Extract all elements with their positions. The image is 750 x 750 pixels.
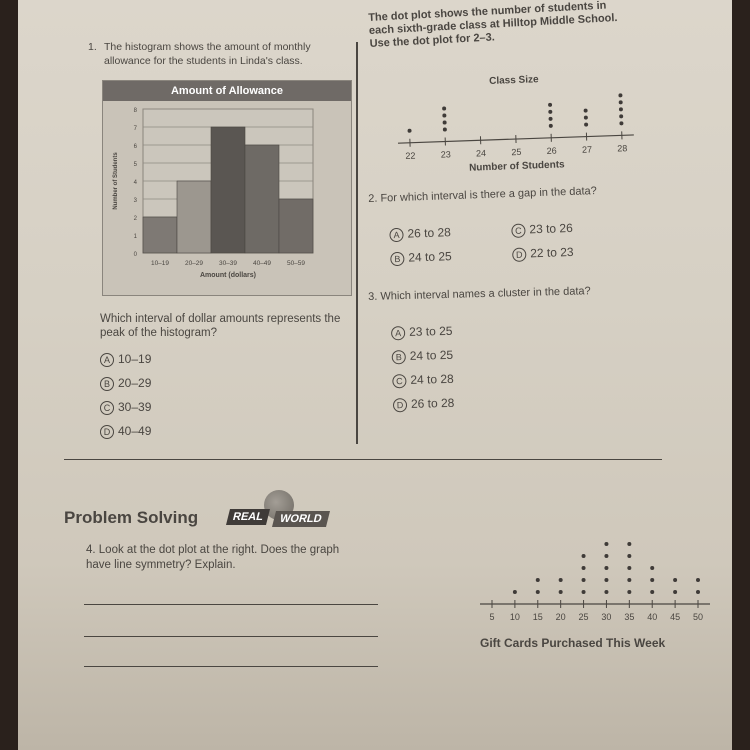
data-dot <box>584 109 588 113</box>
option-label: 22 to 23 <box>529 244 574 261</box>
x-tick-label: 20–29 <box>184 260 204 267</box>
data-dot <box>548 103 552 107</box>
option-letter: D <box>512 248 526 262</box>
tick-label: 22 <box>405 150 416 161</box>
question-1 <box>88 40 344 68</box>
data-dot <box>604 542 608 546</box>
data-dot <box>536 578 540 582</box>
data-dot <box>582 554 586 558</box>
q3-option-d[interactable] <box>393 396 455 413</box>
option-label: 26 to 28 <box>410 395 455 411</box>
badge-real: REAL <box>226 509 270 525</box>
q2-option-b[interactable] <box>390 249 452 266</box>
data-dot <box>548 117 552 121</box>
data-dot <box>673 578 677 582</box>
tick-label: 5 <box>489 612 495 622</box>
tick-label: 23 <box>440 149 451 160</box>
y-tick-label: 0 <box>133 252 137 258</box>
peak-option-d[interactable] <box>100 424 151 439</box>
data-dot <box>619 114 623 118</box>
data-dot <box>559 590 563 594</box>
data-dot <box>604 590 608 594</box>
peak-option-c[interactable] <box>100 400 151 415</box>
histogram-bar <box>245 145 279 253</box>
histogram-chart <box>103 101 351 295</box>
q3-option-c[interactable] <box>392 372 454 389</box>
tick-label: 30 <box>601 612 612 622</box>
data-dot <box>536 590 540 594</box>
data-dot <box>619 121 623 125</box>
data-dot <box>604 566 608 570</box>
data-dot <box>548 110 552 114</box>
tick-label: 10 <box>509 612 520 622</box>
y-tick-label: 8 <box>133 108 137 114</box>
option-label: 40–49 <box>118 424 152 438</box>
option-label: 30–39 <box>118 400 152 414</box>
y-tick-label: 1 <box>133 234 137 240</box>
q3-option-a[interactable] <box>391 324 453 341</box>
option-letter: A <box>100 353 114 367</box>
option-letter: C <box>392 374 406 388</box>
option-label: 24 to 25 <box>408 249 452 265</box>
option-letter: B <box>392 350 406 364</box>
dotplot-intro: The dot plot shows the number of students in each sixth-grade class at Hilltop Middle School. Use the dot plot for 2–3. <box>368 0 618 50</box>
column-divider <box>356 42 358 444</box>
data-dot <box>513 590 517 594</box>
tick-label: 45 <box>670 612 681 622</box>
tick-label: 20 <box>555 612 566 622</box>
option-label: 23 to 25 <box>408 323 453 339</box>
tick-label: 27 <box>581 144 593 155</box>
histogram-bar <box>279 199 313 253</box>
dotplot-group <box>480 542 710 622</box>
worksheet-page <box>18 0 732 750</box>
data-dot <box>549 124 553 128</box>
data-dot <box>627 578 631 582</box>
x-tick-label: 50–59 <box>286 260 306 267</box>
q2-option-c[interactable] <box>511 221 573 238</box>
option-label: 20–29 <box>118 376 152 390</box>
option-label: 24 to 25 <box>409 347 454 363</box>
option-letter: A <box>389 228 403 242</box>
y-tick-label: 6 <box>133 144 137 150</box>
data-dot <box>619 100 623 104</box>
tick-label: 40 <box>647 612 658 622</box>
data-dot <box>627 566 631 570</box>
tick-label: 24 <box>475 148 487 159</box>
tick-label: 15 <box>532 612 543 622</box>
y-tick-label: 2 <box>133 216 137 222</box>
data-dot <box>443 127 447 131</box>
data-dot <box>582 590 586 594</box>
question-4-text: 4. Look at the dot plot at the right. Does the graph have line symmetry? Explain. <box>86 544 340 571</box>
gift-cards-caption: Gift Cards Purchased This Week <box>480 636 666 650</box>
data-dot <box>650 578 654 582</box>
data-dot <box>650 566 654 570</box>
question-1-number: 1. <box>88 41 97 53</box>
dotplot-title: Class Size <box>488 74 539 87</box>
data-dot <box>650 590 654 594</box>
question-3-text: 3. Which interval names a cluster in the data? <box>368 285 591 303</box>
dotplot-x-label: Number of Students <box>468 159 565 174</box>
question-1-text: The histogram shows the amount of monthly allowance for the students in Linda's class. <box>104 41 311 67</box>
peak-option-b[interactable] <box>100 376 151 391</box>
data-dot <box>442 113 446 117</box>
data-dot <box>627 554 631 558</box>
class-size-dotplot <box>374 74 654 190</box>
option-letter: A <box>391 326 405 340</box>
data-dot <box>627 542 631 546</box>
y-tick-label: 5 <box>133 162 137 168</box>
option-letter: D <box>100 425 114 439</box>
section-divider <box>64 459 662 460</box>
question-3 <box>368 282 668 411</box>
data-dot <box>696 578 700 582</box>
x-axis-label: Amount (dollars) <box>200 272 256 279</box>
data-dot <box>442 106 446 110</box>
data-dot <box>584 123 588 127</box>
q2-option-d[interactable] <box>512 245 574 262</box>
data-dot <box>604 554 608 558</box>
answer-line[interactable] <box>84 636 378 637</box>
histogram-title: Amount of Allowance <box>103 81 351 101</box>
q2-option-a[interactable] <box>389 225 451 242</box>
question-2-text: 2. For which interval is there a gap in the data? <box>368 185 598 205</box>
data-dot <box>618 93 622 97</box>
tick-label: 28 <box>617 143 628 154</box>
histogram-panel <box>102 80 352 296</box>
data-dot <box>559 578 563 582</box>
question-peak-text: Which interval of dollar amounts represents the peak of the histogram? <box>100 313 341 339</box>
data-dot <box>696 590 700 594</box>
x-tick-label: 30–39 <box>218 260 238 267</box>
y-tick-label: 3 <box>133 198 137 204</box>
dotplot-group <box>396 74 635 176</box>
data-dot <box>673 590 677 594</box>
option-letter: C <box>100 401 114 415</box>
option-label: 10–19 <box>118 352 152 366</box>
peak-option-a[interactable] <box>100 352 151 367</box>
data-dot <box>407 129 411 133</box>
gift-cards-dotplot <box>458 540 720 632</box>
option-label: 23 to 26 <box>529 220 573 237</box>
tick-label: 25 <box>511 146 522 158</box>
data-dot <box>582 578 586 582</box>
x-tick-label: 10–19 <box>150 260 170 267</box>
option-letter: B <box>100 377 114 391</box>
answer-line[interactable] <box>84 604 378 605</box>
badge-world: WORLD <box>272 511 330 527</box>
data-dot <box>584 116 588 120</box>
option-letter: C <box>511 224 525 238</box>
option-label: 26 to 28 <box>407 225 452 241</box>
data-dot <box>582 566 586 570</box>
y-axis-label: Number of Students <box>113 152 119 210</box>
data-dot <box>443 120 447 124</box>
y-tick-label: 4 <box>133 180 137 186</box>
option-label: 24 to 28 <box>410 371 454 387</box>
question-peak <box>100 312 360 438</box>
tick-label: 50 <box>692 612 704 622</box>
y-tick-label: 7 <box>133 126 137 132</box>
histogram-bar <box>177 181 211 253</box>
histogram-bar <box>211 127 245 253</box>
option-letter: D <box>393 398 407 412</box>
tick-label: 26 <box>546 145 557 156</box>
histogram-bar <box>143 217 177 253</box>
x-tick-label: 40–49 <box>252 260 272 267</box>
problem-solving-title: Problem Solving <box>64 508 199 527</box>
option-letter: B <box>390 252 404 266</box>
tick-label: 35 <box>624 612 635 622</box>
tick-label: 25 <box>578 612 589 622</box>
q3-option-b[interactable] <box>392 348 454 365</box>
data-dot <box>604 578 608 582</box>
data-dot <box>627 590 631 594</box>
data-dot <box>619 107 623 111</box>
answer-line[interactable] <box>84 666 378 667</box>
